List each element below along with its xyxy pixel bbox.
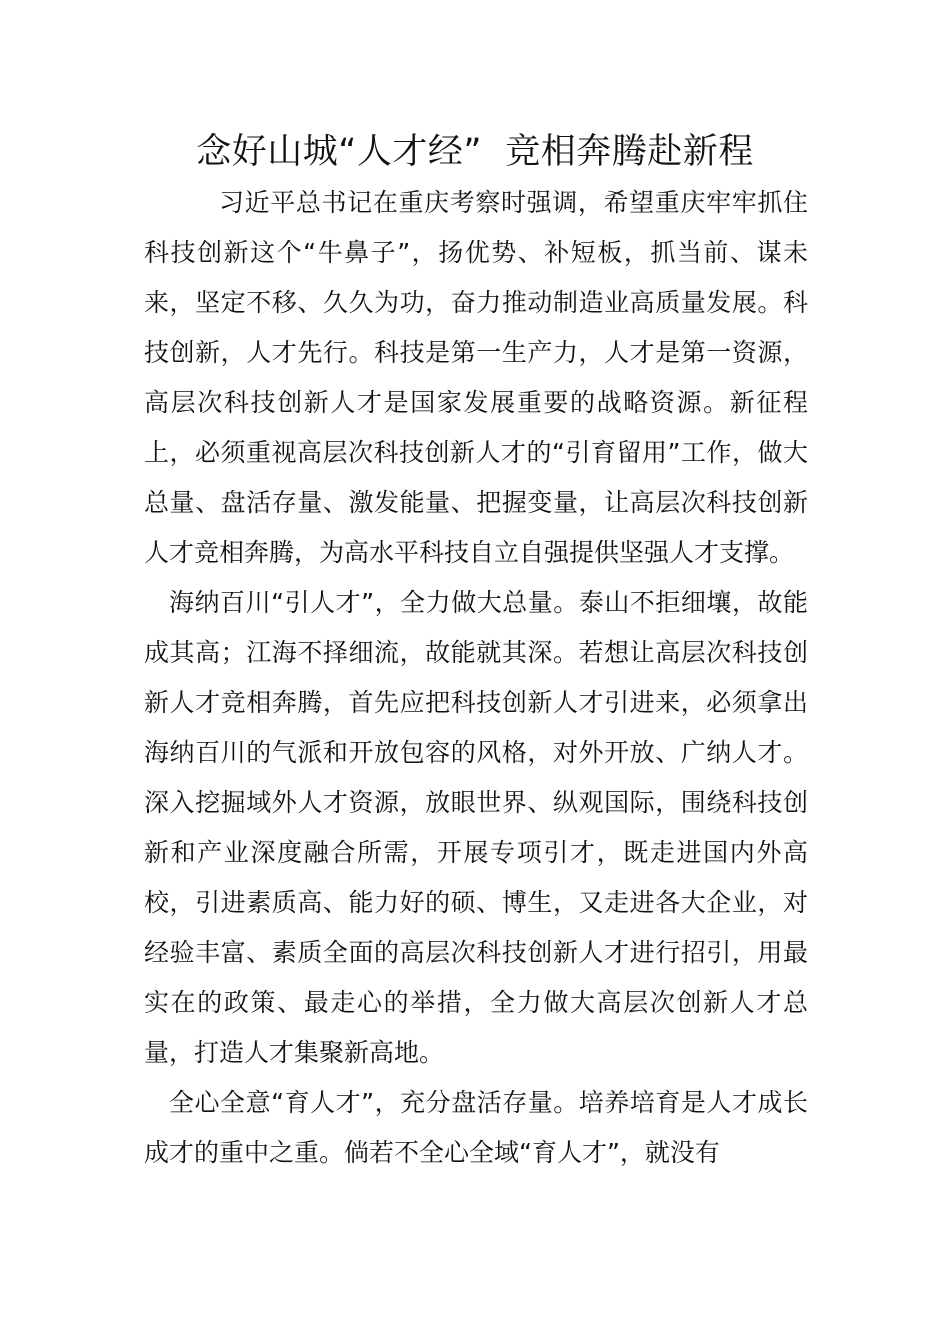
- document-body: [144, 178, 808, 1178]
- paragraph: 海纳百川“引人才”，全力做大总量。泰山不拒细壤，故能成其高；江海不择细流，故能就其深。若想让高层次科技创新人才竞相奔腾，首先应把科技创新人才引进来，必须拿出海纳百川的气派和开放包容的风格，对外开放、广纳人才。深入挖掘域外人才资源，放眼世界、纵观国际，围绕科技创新和产业深度融合所需，开展专项引才，既走进国内外高校，引进素质高、能力好的硕、博生，又走进各大企业，对经验丰富、素质全面的高层次科技创新人才进行招引，用最实在的政策、最走心的举措，全力做大高层次创新人才总量，打造人才集聚新高地。: [144, 588, 808, 1067]
- paragraph: 全心全意“育人才”，充分盘活存量。培养培育是人才成长成才的重中之重。倘若不全心全域“育人才”，就没有: [144, 1088, 808, 1167]
- paragraph: 习近平总书记在重庆考察时强调，希望重庆牢牢抓住科技创新这个“牛鼻子”，扬优势、补短板，抓当前、谋未来，坚定不移、久久为功，奋力推动制造业高质量发展。科技创新，人才先行。科技是第一生产力，人才是第一资源，高层次科技创新人才是国家发展重要的战略资源。新征程上，必须重视高层次科技创新人才的“引育留用”工作，做大总量、盘活存量、激发能量、把握变量，让高层次科技创新人才竞相奔腾，为高水平科技自立自强提供坚强人才支撑。: [144, 188, 808, 567]
- document-title: 念好山城“人才经” 竞相奔腾赴新程: [196, 132, 754, 172]
